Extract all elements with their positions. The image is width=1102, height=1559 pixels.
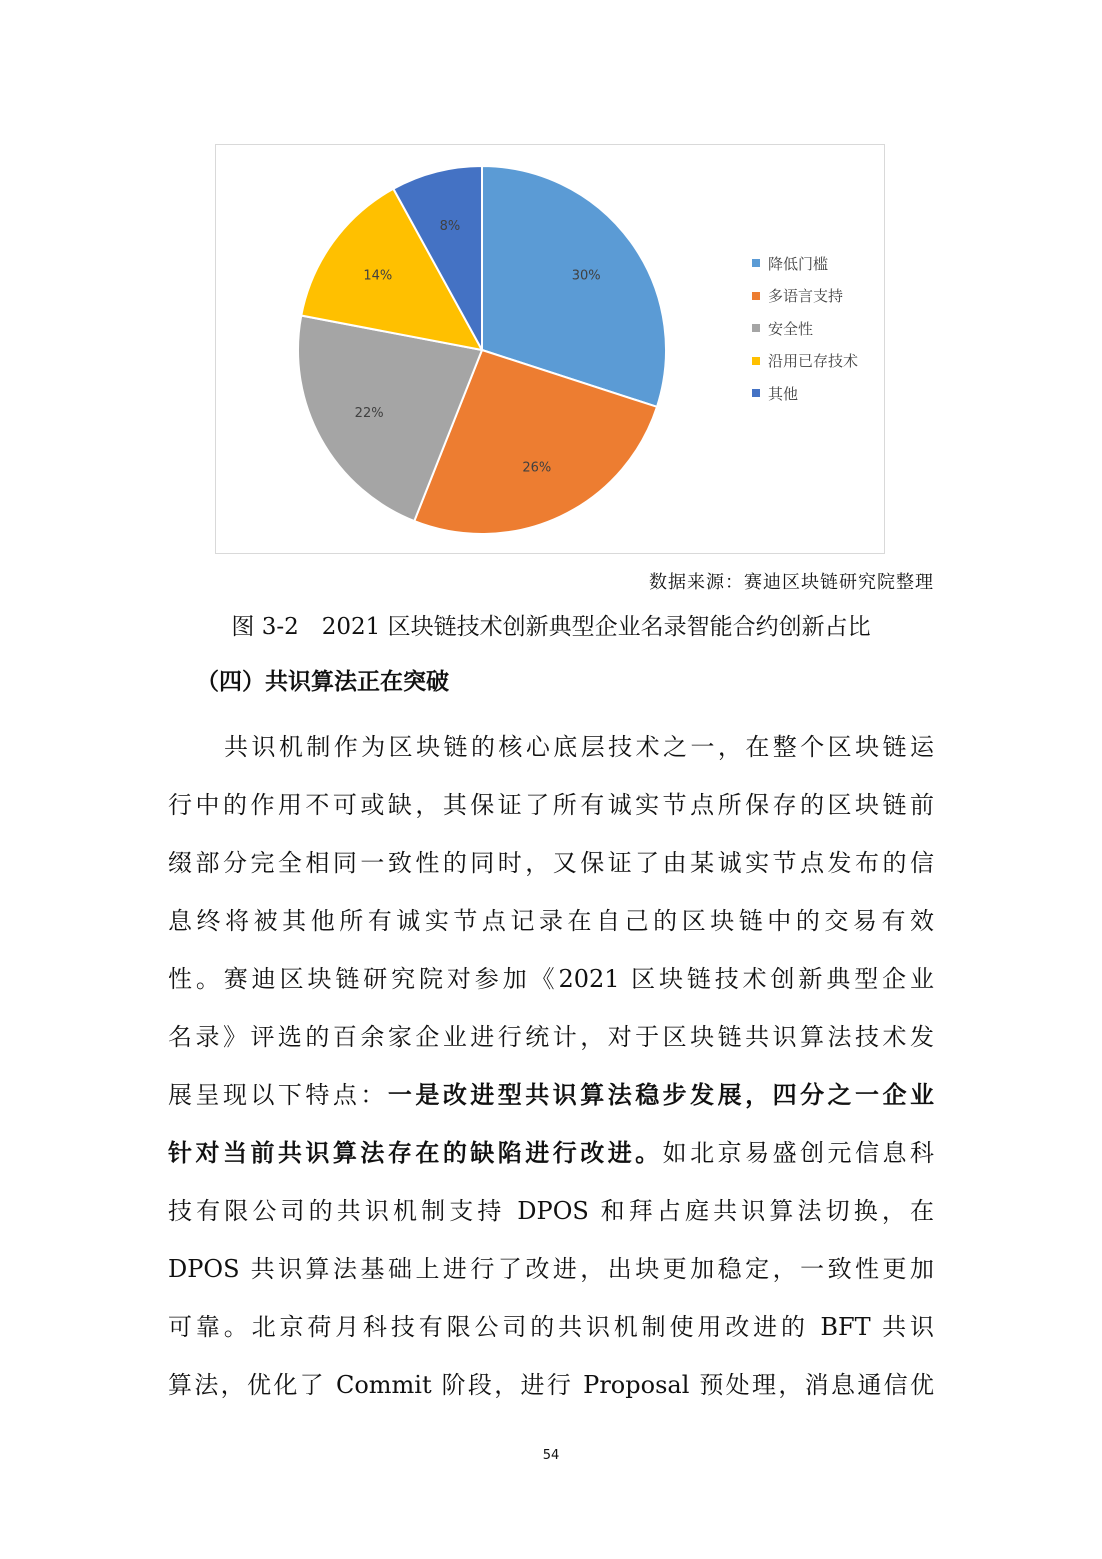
legend-label: 多语言支持	[768, 287, 844, 306]
slice-label: 8%	[439, 219, 461, 235]
legend-label: 其他	[768, 384, 799, 403]
paragraph-line: 缀部分完全相同一致性的同时，又保证了由某诚实节点发布的信	[168, 849, 934, 877]
chart-legend	[752, 247, 858, 410]
legend-item	[752, 280, 858, 313]
line-text: 如北京易盛创元信息科	[662, 1139, 935, 1167]
paragraph-line: 共识机制作为区块链的核心底层技术之一，在整个区块链运	[224, 733, 934, 761]
legend-swatch	[752, 357, 760, 365]
data-source: 数据来源：赛迪区块链研究院整理	[649, 572, 934, 593]
line-text: 展呈现以下特点：	[168, 1081, 388, 1109]
page-number: 54	[542, 1448, 560, 1463]
paragraph-line: 算法，优化了 Commit 阶段，进行 Proposal 预处理，消息通信优	[168, 1371, 934, 1399]
bold-text: 一是改进型共识算法稳步发展，四分之一企业	[387, 1081, 935, 1109]
legend-swatch	[752, 324, 760, 332]
slice-label: 14%	[363, 268, 393, 284]
legend-swatch	[752, 389, 760, 397]
legend-item	[752, 312, 858, 345]
slice-label: 22%	[354, 406, 384, 422]
paragraph-line: 息终将被其他所有诚实节点记录在自己的区块链中的交易有效	[168, 907, 934, 935]
paragraph-line: 技有限公司的共识机制支持 DPOS 和拜占庭共识算法切换，在	[168, 1197, 934, 1225]
paragraph-line: 性。赛迪区块链研究院对参加《2021 区块链技术创新典型企业	[168, 965, 934, 993]
legend-label: 沿用已存技术	[768, 352, 859, 371]
paragraph-line: 名录》评选的百余家企业进行统计，对于区块链共识算法技术发	[168, 1023, 934, 1051]
legend-swatch	[752, 292, 760, 300]
body-text	[168, 718, 934, 1414]
paragraph-line: 行中的作用不可或缺，其保证了所有诚实节点所保存的区块链前	[168, 791, 934, 819]
slice-label: 26%	[522, 460, 552, 476]
pie-chart-container	[215, 144, 885, 554]
legend-item	[752, 345, 858, 378]
paragraph-line: 可靠。北京荷月科技有限公司的共识机制使用改进的 BFT 共识	[168, 1313, 934, 1341]
legend-swatch	[752, 259, 760, 267]
legend-label: 安全性	[768, 319, 814, 338]
legend-item	[752, 377, 858, 410]
figure-caption: 图 3-2 2021 区块链技术创新典型企业名录智能合约创新占比	[231, 614, 871, 640]
paragraph-line	[168, 1066, 934, 1124]
section-heading: （四）共识算法正在突破	[196, 669, 449, 695]
slice-label: 30%	[571, 268, 601, 284]
paragraph-line	[168, 1124, 934, 1182]
bold-text: 针对当前共识算法存在的缺陷进行改进。	[168, 1139, 663, 1167]
legend-label: 降低门槛	[768, 254, 829, 273]
legend-item	[752, 247, 858, 280]
paragraph-line: DPOS 共识算法基础上进行了改进，出块更加稳定，一致性更加	[168, 1255, 934, 1283]
